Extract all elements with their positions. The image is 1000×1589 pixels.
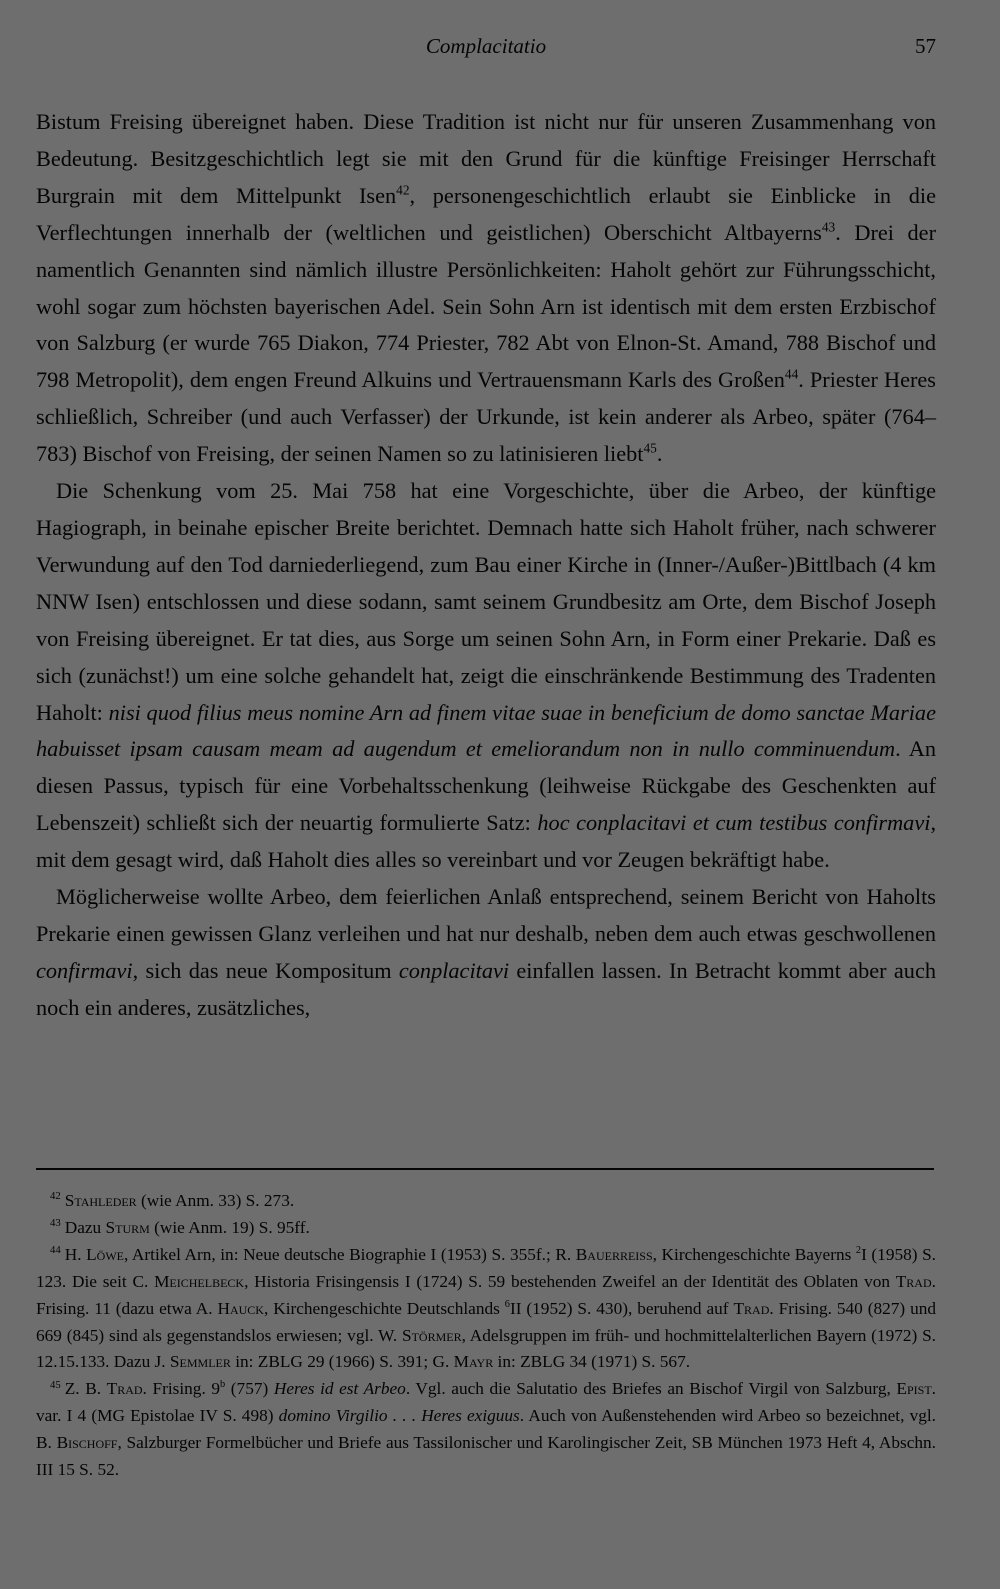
text-run: (757) [225, 1379, 274, 1399]
text-run: Möglicherweise wollte Arbeo, dem feierlichen Anlaß entsprechend, seinem Bericht von Haholts Prekarie einen gewissen Glanz verleihen und hat nur deshalb, neben dem auch etwas geschwollenen [36, 884, 936, 946]
text-run: . Vgl. auch die Salutatio des Briefes an Bischof Virgil von Salzburg, [405, 1379, 897, 1399]
footnote-mark: 45 [50, 1378, 61, 1391]
text-run: (wie Anm. 33) S. 273. [136, 1191, 295, 1210]
page-header [36, 34, 936, 64]
text-run: Dazu [64, 1217, 106, 1237]
footnote-44 [36, 1242, 936, 1377]
text-run: . var. I 4 (MG Epistolae IV S. 498) [36, 1379, 936, 1426]
author-name: Bauerreiss [575, 1244, 653, 1264]
text-run: Bistum Freising übereignet haben. Diese Tradition ist nicht nur für unseren Zusammenhang von Bedeutung. Besitzgeschichtlich legt sie mit den Grund für die künftige Freisinger Herrschaft Burgrain mit dem Mittelpunkt Isen [36, 109, 936, 208]
text-run: H. [64, 1244, 87, 1264]
text-run: . Frising. 9 [142, 1379, 221, 1399]
note-reference: 43 [821, 219, 836, 235]
author-name: Meichelbeck [154, 1271, 245, 1291]
text-run: . Frising. 540 (827) und 669 (845) sind als gegenstandslos erwiesen; vgl. W. [36, 1298, 937, 1345]
text-run: , Salzburger Formelbücher und Briefe aus Tassilonischer und Karolingischer Zeit, SB München 1973 Heft 4, Abschn. III 15 S. 52. [36, 1433, 937, 1480]
text-run: , personengeschichtlich erlaubt sie Einblicke in die Verflechtungen innerhalb der (weltlichen und geistlichen) Oberschicht Altbayerns [36, 182, 937, 245]
author-name: Semmler [169, 1352, 231, 1372]
text-run: in: ZBLG 34 (1971) S. 567. [493, 1352, 691, 1372]
paragraph-3 [36, 879, 936, 1027]
text-run: (wie Anm. 19) S. 95ff. [149, 1217, 310, 1237]
text-run: , sich das neue Kompositum [132, 957, 399, 983]
note-reference: 6 [504, 1298, 510, 1310]
note-reference: 2 [855, 1245, 862, 1257]
note-reference: 44 [784, 366, 799, 382]
text-run: Z. B. [64, 1379, 107, 1399]
italic-text: conplacitavi [398, 957, 510, 983]
note-reference: b [220, 1379, 226, 1391]
author-name: Löwe [86, 1244, 124, 1264]
text-run: . Frising. 11 (dazu etwa A. [36, 1271, 936, 1318]
footnote-42 [36, 1188, 936, 1215]
author-name: Trad [733, 1298, 770, 1318]
author-name: Hauck [217, 1298, 264, 1318]
footnote-mark: 44 [50, 1244, 61, 1257]
text-run: , mit dem gesagt wird, daß Haholt dies alles so vereinbart und vor Zeugen bekräftigt habe. [36, 810, 937, 873]
author-name: Störmer [401, 1325, 462, 1345]
italic-text: nisi quod filius meus nomine Arn ad finem vitae suae in beneficium de domo sanctae Mariae habuisset ipsam causam meam ad augendum et emeliorandum non in nullo comminuendum [36, 699, 936, 762]
author-name: Sturm [105, 1217, 150, 1237]
text-run: . Auch von Außenstehenden wird Arbeo so bezeichnet, vgl. B. [36, 1406, 937, 1453]
text-run: einfallen lassen. In Betracht kommt aber auch noch ein anderes, zusätzliches, [36, 957, 937, 1020]
italic-text: confirmavi [36, 957, 133, 983]
text-run: II (1952) S. 430), beruhend auf [509, 1298, 734, 1318]
italic-text: domino Virgilio . . . Heres exiguus [278, 1406, 520, 1426]
italic-text: Heres id est Arbeo [273, 1379, 406, 1399]
note-reference: 45 [643, 440, 657, 456]
footnote-mark: 42 [50, 1190, 61, 1203]
page-number: 57 [915, 34, 936, 58]
body-text [36, 104, 936, 1027]
text-run: . An diesen Passus, typisch für eine Vorbehaltsschenkung (leihweise Rückgabe des Geschenkten auf Lebenszeit) schließt sich der neuartig formulierte Satz: [36, 736, 936, 836]
paragraph-1 [36, 104, 936, 473]
text-run: , Kirchengeschichte Deutschlands [263, 1298, 505, 1318]
author-name: Bischoff [56, 1433, 118, 1453]
text-run: . [656, 441, 663, 467]
text-run: Die Schenkung vom 25. Mai 758 hat eine Vorgeschichte, über die Arbeo, der künftige Hagiograph, in beinahe epischer Breite berichtet. Demnach hatte sich Haholt früher, nach schwerer Verwundung auf den Tod darniederliegend, zum Bau einer Kirche in (Inner-/Außer-)Bittlbach (4 km NNW Isen) entschlossen und diese sodann, samt seinem Grundbesitz am Orte, dem Bischof Joseph von Freising übereignet. Er tat dies, aus Sorge um seinen Sohn Arn, in Form einer Prekarie. Daß es sich (zunächst!) um eine solche gehandelt hat, zeigt die einschränkende Bestimmung des Tradenten Haholt: [36, 478, 936, 725]
text-run: . Priester Heres schließlich, Schreiber (und auch Verfasser) der Urkunde, ist kein anderer als Arbeo, später (764–783) Bischof von Freising, der seinen Namen so zu latinisieren liebt [36, 367, 936, 467]
footnote-43 [36, 1215, 936, 1242]
italic-text: hoc conplacitavi et cum testibus confirmavi [537, 810, 931, 836]
footnotes [36, 1188, 936, 1484]
author-name: Trad [106, 1379, 143, 1399]
author-name: Stahleder [64, 1191, 137, 1210]
note-reference: 42 [396, 182, 410, 198]
text-run: I (1958) S. 123. Die seit C. [36, 1244, 936, 1291]
footnote-mark: 43 [50, 1217, 61, 1230]
text-run: in: ZBLG 29 (1966) S. 391; G. [230, 1352, 454, 1372]
footnote-45 [36, 1376, 936, 1484]
text-run: , Adelsgruppen im früh- und hochmittelalterlichen Bayern (1972) S. 12.15.133. Dazu J. [36, 1325, 937, 1372]
author-name: Mayr [453, 1352, 494, 1372]
text-run: . Drei der namentlich Genannten sind nämlich illustre Persönlichkeiten: Haholt gehört zur Führungsschicht, wohl sogar zum höchsten bayerischen Adel. Sein Sohn Arn ist identisch mit dem ersten Erzbischof von Salzburg (er wurde 765 Diakon, 774 Priester, 782 Abt von Elnon-St. Amand, 788 Bischof und 798 Metropolit), dem engen Freund Alkuins und Vertrauensmann Karls des Großen [36, 219, 936, 393]
text-run: , Artikel Arn, in: Neue deutsche Biographie I (1953) S. 355f.; R. [123, 1244, 576, 1264]
author-name: Trad [895, 1271, 932, 1291]
text-run: , Kirchengeschichte Bayerns [652, 1244, 856, 1264]
running-title: Complacitatio [425, 34, 547, 58]
paragraph-2 [36, 473, 936, 879]
footnote-divider [36, 1168, 934, 1170]
text-run: , Historia Frisingensis I (1724) S. 59 bestehenden Zweifel an der Identität des Oblaten von [244, 1271, 896, 1291]
author-name: Epist [896, 1379, 932, 1399]
